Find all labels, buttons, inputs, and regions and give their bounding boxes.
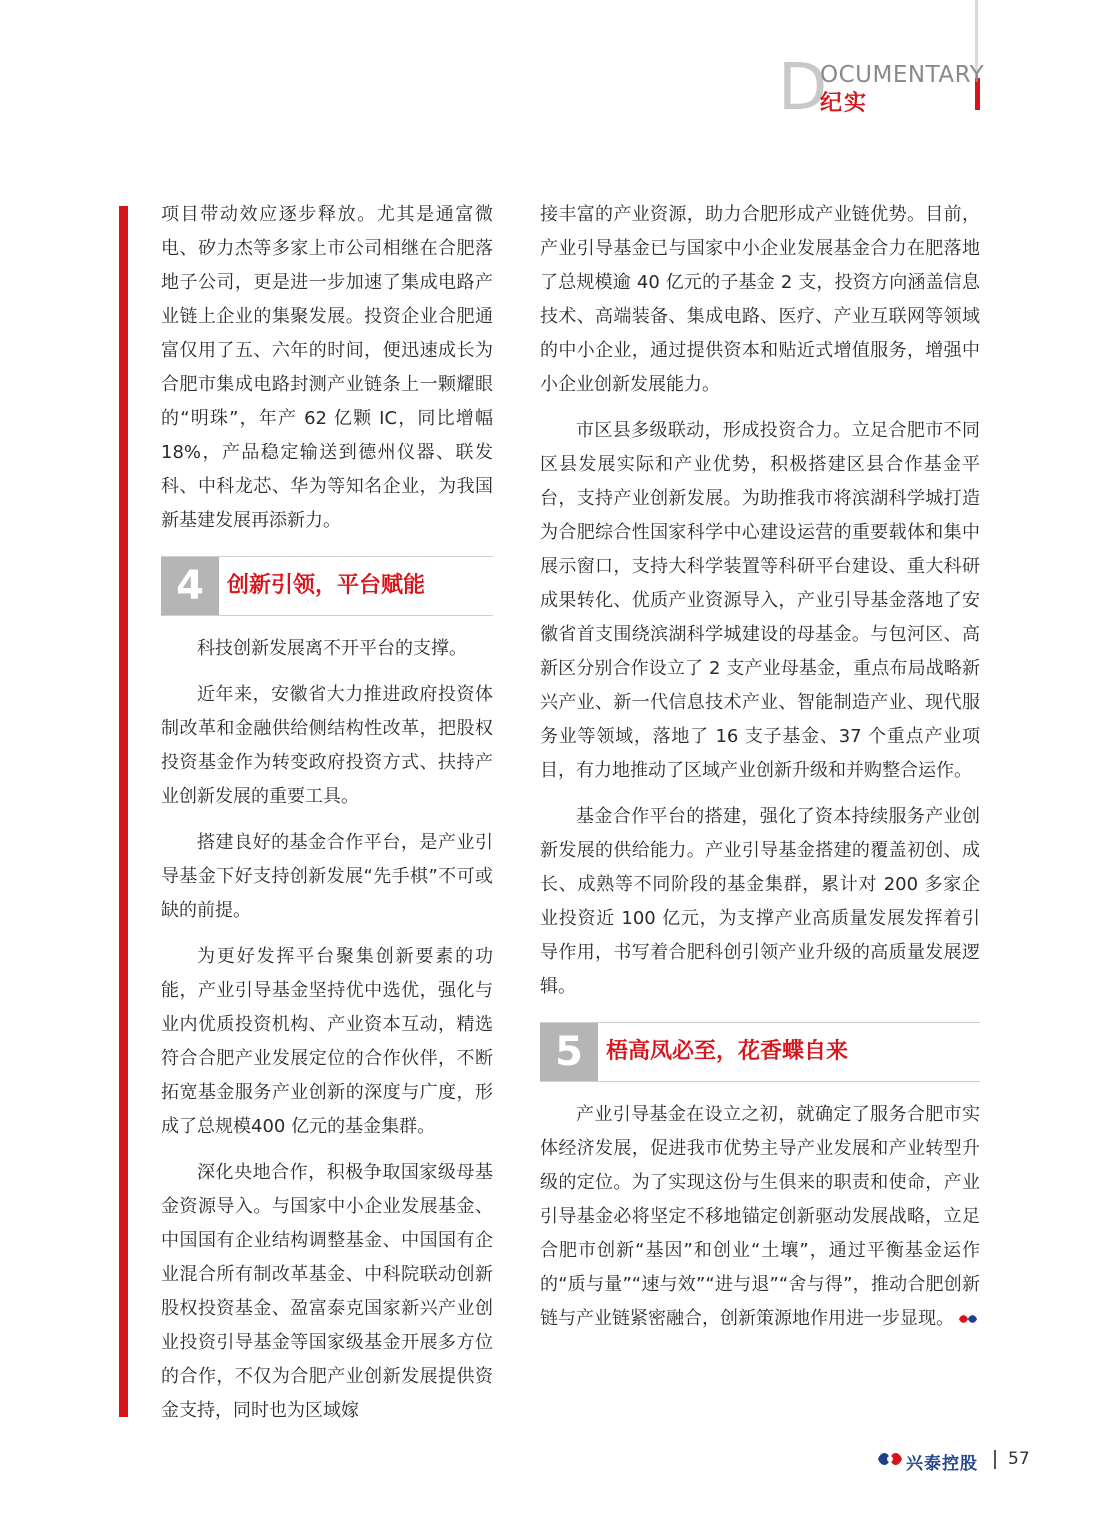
left-column — [161, 198, 493, 1428]
company-name: 兴泰控股 — [906, 1454, 978, 1474]
section-brand-english: OCUMENTARY — [820, 62, 985, 88]
paragraph-text: 产业引导基金在设立之初，就确定了服务合肥市实体经济发展，促进我市优势主导产业发展和产业转型升级的定位。为了实现这份与生俱来的职责和使命，产业引导基金必将坚定不移地锚定创新驱动发展战略，立足合肥市创新“基因”和创业“土壤”，通过平衡基金运作的“质与量”“速与效”“进与退”“舍与得”，推动合肥创新链与产业链紧密融合，创新策源地作用进一步显现。 — [540, 1104, 980, 1329]
paragraph: 科技创新发展离不开平台的支撑。 — [197, 638, 467, 659]
paragraph: 项目带动效应逐步释放。尤其是通富微电、矽力杰等多家上市公司相继在合肥落地子公司，更是进一步加速了集成电路产业链上企业的集聚发展。投资企业合肥通富仅用了五、六年的时间，便迅速成长为合肥市集成电路封测产业链条上一颗耀眼的“明珠”，年产 62 亿颗 IC，同比增幅 18%，产品稳定输送到德州仪器、联发科、中科龙芯、华为等知名企业，为我国新基建发展再添新力。 — [161, 204, 493, 531]
section-heading-4 — [161, 556, 493, 616]
footer-separator — [994, 1450, 996, 1469]
right-column — [540, 198, 980, 1336]
company-logo-icon — [876, 1448, 904, 1470]
paragraph: 市区县多级联动，形成投资合力。立足合肥市不同区县发展实际和产业优势，积极搭建区县合作基金平台，支持产业创新发展。为助推我市将滨湖科学城打造为合肥综合性国家科学中心建设运营的重要载体和集中展示窗口，支持大科学装置等科研平台建设、重大科研成果转化、优质产业资源导入，产业引导基金落地了安徽省首支围绕滨湖科学城建设的母基金。与包河区、高新区分别合作设立了 2 支产业母基金，重点布局战略新兴产业、新一代信息技术产业、智能制造产业、现代服务业等领域，落地了 16 支子基金、37 个重点产业项目，有力地推动了区域产业创新升级和并购整合运作。 — [540, 420, 980, 781]
section-heading-5 — [540, 1022, 980, 1082]
paragraph: 基金合作平台的搭建，强化了资本持续服务产业创新发展的供给能力。产业引导基金搭建的覆盖初创、成长、成熟等不同阶段的基金集群，累计对 200 多家企业投资近 100 亿元，为支撑产业高质量发展发挥着引导作用，书写着合肥科创引领产业升级的高质量发展逻辑。 — [540, 806, 980, 997]
paragraph: 近年来，安徽省大力推进政府投资体制改革和金融供给侧结构性改革，把股权投资基金作为转变政府投资方式、扶持产业创新发展的重要工具。 — [161, 684, 493, 807]
section-number: 5 — [540, 1023, 598, 1081]
section-brand-letter: D — [778, 51, 828, 125]
paragraph: 搭建良好的基金合作平台，是产业引导基金下好支持创新发展“先手棋”不可或缺的前提。 — [161, 832, 493, 921]
paragraph: 为更好发挥平台聚集创新要素的功能，产业引导基金坚持优中选优，强化与业内优质投资机构、产业资本互动，精选符合合肥产业发展定位的合作伙伴，不断拓宽基金服务产业创新的深度与广度，形成了总规模400 亿元的基金集群。 — [161, 946, 493, 1137]
section-title: 梧高凤必至，花香蝶自来 — [606, 1039, 849, 1064]
section-title: 创新引领，平台赋能 — [227, 573, 426, 598]
section-brand-chinese: 纪实 — [820, 91, 869, 116]
paragraph — [540, 1098, 980, 1336]
section-number: 4 — [161, 557, 219, 615]
page-number: 57 — [1008, 1449, 1030, 1469]
end-logo-icon — [958, 1313, 978, 1325]
left-red-accent-bar — [119, 206, 128, 1417]
paragraph: 接丰富的产业资源，助力合肥形成产业链优势。目前，产业引导基金已与国家中小企业发展基金合力在肥落地了总规模逾 40 亿元的子基金 2 支，投资方向涵盖信息技术、高端装备、集成电路、医疗、产业互联网等领域的中小企业，通过提供资本和贴近式增值服务，增强中小企业创新发展能力。 — [540, 204, 980, 395]
paragraph: 深化央地合作，积极争取国家级母基金资源导入。与国家中小企业发展基金、中国国有企业结构调整基金、中国国有企业混合所有制改革基金、中科院联动创新股权投资基金、盈富泰克国家新兴产业创业投资引导基金等国家级基金开展多方位的合作，不仅为合肥产业创新发展提供资金支持，同时也为区域嫁 — [161, 1162, 493, 1421]
